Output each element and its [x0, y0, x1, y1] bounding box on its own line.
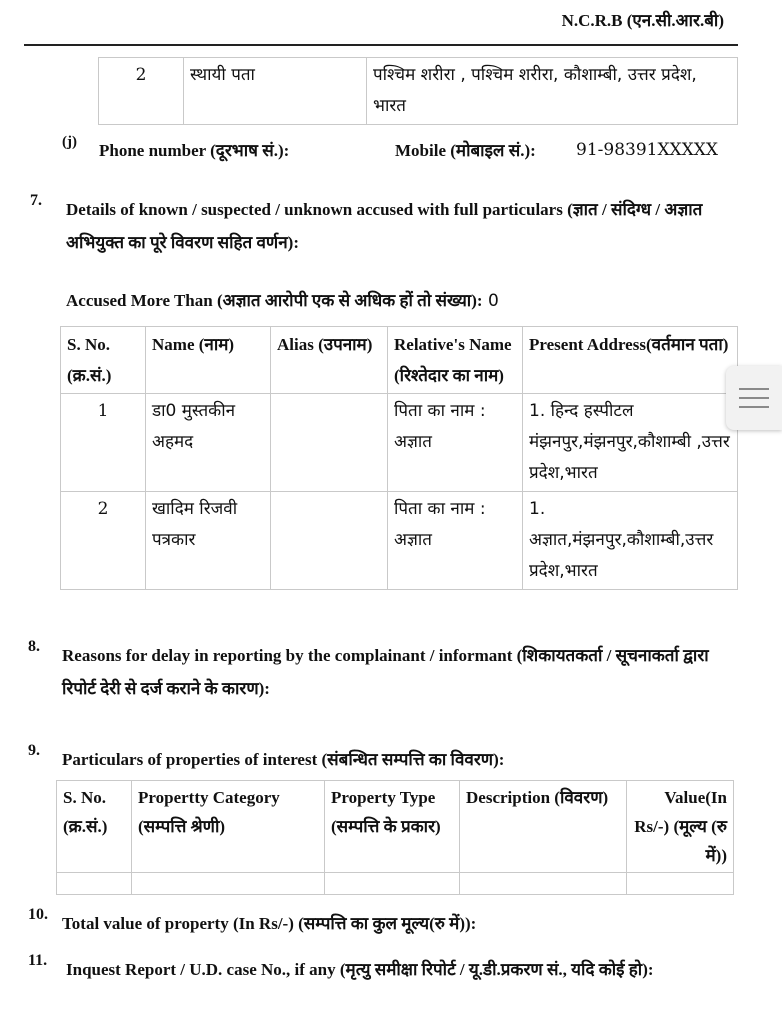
menu-bar	[739, 397, 769, 399]
section-8-heading: Reasons for delay in reporting by the complainant / informant (शिकायतकर्ता / सूचनाकर्ता द्वारा रिपोर्ट देरी से दर्ज कराने के कारण):	[62, 646, 709, 698]
mobile-value: 91-98391XXXXX	[576, 140, 718, 160]
section-10-number: 10.	[28, 906, 48, 923]
col-value: Value(In Rs/-) (मूल्य (रु में))	[627, 781, 734, 873]
col-alias: Alias (उपनाम)	[271, 327, 388, 394]
cell-sno: 1	[61, 394, 146, 492]
accused-table	[60, 326, 738, 590]
cell-address: 1. अज्ञात,मंझनपुर,कौशाम्बी,उत्तर प्रदेश,भारत	[523, 492, 738, 590]
accused-more-than	[66, 288, 499, 311]
table-row	[61, 492, 738, 590]
col-type: Property Type (सम्पत्ति के प्रकार)	[325, 781, 460, 873]
col-sno: S. No. (क्र.सं.)	[57, 781, 132, 873]
section-7-heading: Details of known / suspected / unknown accused with full particulars (ज्ञात / संदिग्ध / अज्ञात अभियुक्त का पूरे विवरण सहित वर्णन):	[66, 200, 703, 252]
accused-more-label: Accused More Than (अज्ञात आरोपी एक से अधिक हों तो संख्या):	[66, 291, 483, 310]
header-divider	[24, 44, 738, 46]
table-row	[57, 873, 734, 895]
menu-bar	[739, 388, 769, 390]
cell-relative: पिता का नाम : अज्ञात	[388, 492, 523, 590]
col-sno: S. No. (क्र.सं.)	[61, 327, 146, 394]
col-relative: Relative's Name (रिश्तेदार का नाम)	[388, 327, 523, 394]
cell-sno: 2	[61, 492, 146, 590]
section-7-number: 7.	[30, 192, 42, 209]
table-header-row	[57, 781, 734, 873]
col-description: Description (विवरण)	[460, 781, 627, 873]
address-type: स्थायी पता	[184, 58, 367, 125]
cell-address: 1. हिन्द हस्पीटल मंझनपुर,मंझनपुर,कौशाम्बी ,उत्तर प्रदेश,भारत	[523, 394, 738, 492]
property-table	[56, 780, 734, 895]
address-sno: 2	[99, 58, 184, 125]
col-name: Name (नाम)	[146, 327, 271, 394]
hamburger-menu-icon[interactable]	[726, 366, 782, 430]
accused-more-value: 0	[487, 291, 499, 311]
section-11-heading: Inquest Report / U.D. case No., if any (मृत्यु समीक्षा रिपोर्ट / यू.डी.प्रकरण सं., यदि कोई हो):	[66, 960, 654, 979]
address-table	[98, 57, 738, 125]
col-address: Present Address(वर्तमान पता)	[523, 327, 738, 394]
section-9-number: 9.	[28, 742, 40, 759]
section-8-number: 8.	[28, 638, 40, 655]
cell-alias	[271, 394, 388, 492]
section-9-heading: Particulars of properties of interest (संबन्धित सम्पत्ति का विवरण):	[62, 750, 505, 769]
address-value: पश्चिम शरीरा , पश्चिम शरीरा, कौशाम्बी, उत्तर प्रदेश, भारत	[367, 58, 738, 125]
table-header-row	[61, 327, 738, 394]
phone-label: Phone number (दूरभाष सं.):	[99, 141, 290, 160]
empty-cell	[460, 873, 627, 895]
section-11-number: 11.	[28, 952, 48, 969]
cell-relative: पिता का नाम : अज्ञात	[388, 394, 523, 492]
table-row	[61, 394, 738, 492]
empty-cell	[132, 873, 325, 895]
menu-bar	[739, 406, 769, 408]
cell-alias	[271, 492, 388, 590]
empty-cell	[325, 873, 460, 895]
cell-name: डा0 मुस्तकीन अहमद	[146, 394, 271, 492]
section-10-heading: Total value of property (In Rs/-) (सम्पत्ति का कुल मूल्य(रु में)):	[62, 914, 477, 933]
page-header-title: N.C.R.B (एन.सी.आर.बी)	[561, 11, 724, 30]
col-category: Propertty Category (सम्पत्ति श्रेणी)	[132, 781, 325, 873]
empty-cell	[627, 873, 734, 895]
empty-cell	[57, 873, 132, 895]
cell-name: खादिम रिजवी पत्रकार	[146, 492, 271, 590]
table-row	[99, 58, 738, 125]
item-marker-j: (j)	[62, 134, 77, 150]
mobile-label: Mobile (मोबाइल सं.):	[395, 141, 536, 160]
